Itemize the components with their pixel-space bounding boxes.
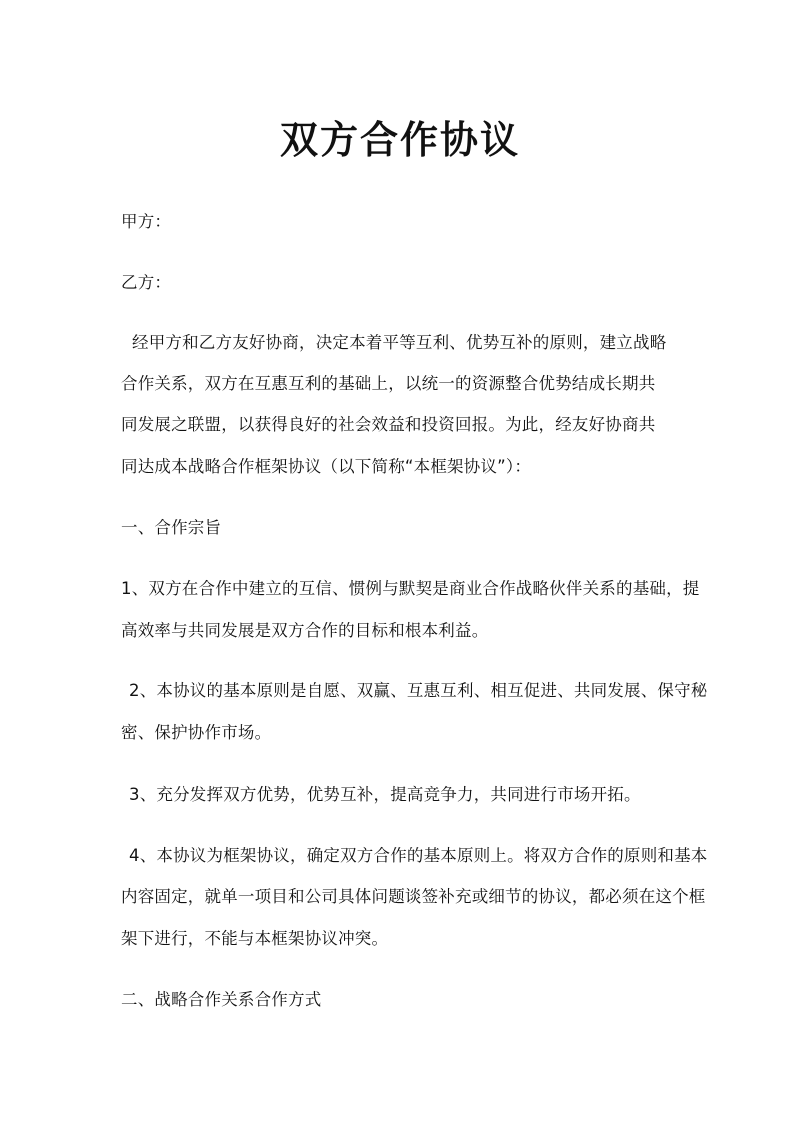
clause-line: 架下进行，不能与本框架协议冲突。 xyxy=(121,929,389,948)
party-a-label: 甲方： xyxy=(121,212,172,231)
section-heading: 一、合作宗旨 xyxy=(121,518,222,537)
intro-line: 合作关系，双方在互惠互利的基础上，以统一的资源整合优势结成长期共 xyxy=(121,374,656,393)
intro-line: 同达成本战略合作框架协议（以下简称“本框架协议”）： xyxy=(121,457,532,476)
party-b-label: 乙方： xyxy=(121,273,172,292)
section-heading: 二、战略合作关系合作方式 xyxy=(121,990,322,1009)
clause-line: 内容固定，就单一项目和公司具体问题谈签补充或细节的协议，都必须在这个框 xyxy=(121,887,706,906)
clause-line: 4、本协议为框架协议，确定双方合作的基本原则上。将双方合作的原则和基本 xyxy=(129,846,708,865)
clause-line: 3、充分发挥双方优势，优势互补，提高竞争力，共同进行市场开拓。 xyxy=(129,785,641,804)
clause-line: 2、本协议的基本原则是自愿、双赢、互惠互利、相互促进、共同发展、保守秘 xyxy=(129,681,708,700)
clause-line: 密、保护协作市场。 xyxy=(121,723,272,742)
clause-line: 1、双方在合作中建立的互信、惯例与默契是商业合作战略伙伴关系的基础，提 xyxy=(121,579,700,598)
intro-line: 经甲方和乙方友好协商，决定本着平等互利、优势互补的原则，建立战略 xyxy=(132,333,667,352)
clause-line: 高效率与共同发展是双方合作的目标和根本利益。 xyxy=(121,621,489,640)
intro-line: 同发展之联盟，以获得良好的社会效益和投资回报。为此，经友好协商共 xyxy=(121,415,656,434)
document-title: 双方合作协议 xyxy=(279,118,520,162)
